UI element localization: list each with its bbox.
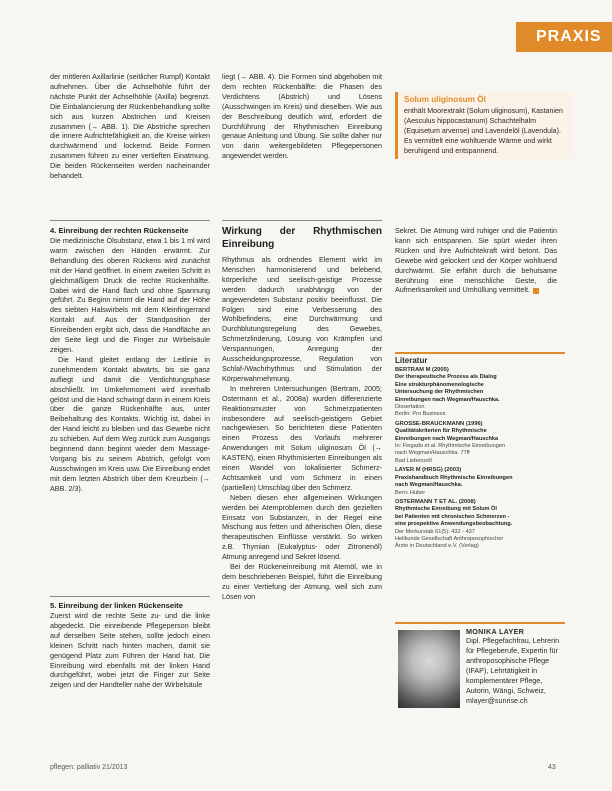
literature-line: bei Patienten mit chronischen Schmerzen - xyxy=(395,513,510,520)
body-paragraph: Neben diesen eher allgemeinen Wirkungen werden bei Atemproblemen durch den gezielten Einsatz von Substanzen, in der Regel eine Mischung aus fetten und ätherischen Ölen, diese therapeutischen Einflüsse verstärkt. So wirken z.B. Thymian (Eukalyptus- oder Zitronenöl) Atmung anregend und Sekret lösend. xyxy=(222,492,382,562)
author-bio: Dipl. Pflegefachfrau, Lehrerin für Pflegeberufe, Expertin für anthroposophische Pflege (IFAP), Lehrtätigkeit in komplementärer Pflege, Autorin, Wängi, Schweiz, mlayer@sunrise.ch xyxy=(466,636,560,705)
column-1-intro xyxy=(50,72,210,181)
literature-line: Eine strukturphänomenologische xyxy=(395,381,484,388)
literature-line: Berlin: Pro Business xyxy=(395,411,446,418)
divider xyxy=(50,596,210,597)
effect-section-heading: Wirkung der Rhythmischen Einreibung xyxy=(222,226,382,250)
literature-line: Einreibungen nach Wegman/Hauschka. xyxy=(395,396,500,403)
author-name: MONIKA LAYER xyxy=(466,627,525,636)
author-info xyxy=(466,627,562,706)
intro-paragraph: liegt (→ ABB. 4). Die Formen sind abgehoben mit dem rechten Rückenbälfte: die Phasen des Verdichtens (Abstrich) und Lösens (Ausschwingen im Kreis) sind dieselben. Wie aus der Beschreibung deutlich wird, erfordert die Durchführung der Rhythmischen Einreibung genaue Anleitung und Übung. Sie sollte daher nur von darin weitergebildeten Pflegepersonen angewendet werden. xyxy=(222,72,382,161)
body-paragraph: Bei der Rückeneinreibung mit Atemöl, wie in dem beschriebenen Beispiel, führt die Einreibung zu einer Vertiefung der Atmung, weil sich zum Lösen von xyxy=(222,562,382,601)
info-box xyxy=(395,92,572,159)
info-box-title: Solum uliginosum Öl xyxy=(404,95,486,104)
literature-line: Rhythmische Einreibung mit Solum Öl xyxy=(395,506,497,513)
section-5-heading: 5. Einreibung der linken Rückenseite xyxy=(50,601,183,610)
body-paragraph: Zuerst wird die rechte Seite zu- und die linke abgedeckt. Die einreibende Pflegeperson bleibt auf derselben Seite stehen, sollte jedoch einen kleinen Schritt nach hinten machen, damit sie genügend Platz zum Führen der Hand hat. Die Einreibung wird ebenfalls mit der linken Hand durchgeführt, wobei jetzt die Finger zur Seite zeigen und der Handteller nahe der Wirbelsäule xyxy=(50,611,210,690)
closing-text: Sekret. Die Atmung wird ruhiger und die Patientin kann sich entspannen. Sie spürt wieder ihren Rücken und ihre Aufrichtekraft wird betont. Das Gewebe wird gelockert und der Körper wohltuend durchwärmt. Sie erfährt durch die behutsame Berührung eine menschliche Geste, die Aufmerksamkeit und Umhüllung vermittelt. xyxy=(395,226,557,295)
literature-entry xyxy=(395,367,565,419)
literature-line: Ärzte in Deutschland e.V. (Verlag) xyxy=(395,543,479,550)
literature-line: nach Wegman/Hauschka. xyxy=(395,482,463,489)
section-brand-tab xyxy=(516,22,612,52)
divider xyxy=(222,220,382,221)
literature-line: In: Fingado et al. Rhythmische Einreibungen xyxy=(395,443,506,450)
literature-line: Dissertation xyxy=(395,404,425,411)
literature-author: LAYER M (HRSG) (2003) xyxy=(395,467,462,474)
column-1-section-4 xyxy=(50,226,210,494)
literature-line: Bern: Huber xyxy=(395,489,426,496)
literature-author: BERTRAM M (2005) xyxy=(395,367,449,373)
body-paragraph: In mehreren Untersuchungen (Bertram, 2005; Ostermann et al., 2008a) wurden differenzierte Reaktionsmuster von Schmerzpatienten insbesondere auf seelisch-geistigem Gebiet nachgewiesen. So berichteten diese Patienten einen Prozess des Vorlaufs mehrerer Anwendungen mit Solum uliginosum Öl (→ KASTEN), einen Rhythmisierten Einreibungen als einen Wandel von lokalisierter Schmerz-Achtsamkeit und vom Schmerz in einen (partiellen) Umschlag über den Schmerz. xyxy=(222,383,382,492)
literature-heading: Literatur xyxy=(395,356,428,365)
literature-line: Qualitätskriterien für Rhythmische xyxy=(395,428,487,435)
literature-line: Einreibungen nach Wegman/Hauschka xyxy=(395,435,499,442)
body-paragraph xyxy=(395,226,557,295)
literature-author: GROSSE-BRAUCKMANN (1996) xyxy=(395,420,483,427)
column-2-intro xyxy=(222,72,382,161)
info-box-body: enthält Moorextrakt (Solum uliginosum), Kastanien (Aesculus hippocastanum) Schachtelhalm (Equisetum arvense) und Lavendelöl (Lavendula). Es vermittelt eine wohltuende Wärme und wirkt beruhigend und entspannend. xyxy=(404,107,563,155)
divider xyxy=(50,220,210,221)
column-2-effect-section xyxy=(222,226,382,602)
literature-line: Der therapeutische Prozess als Dialog xyxy=(395,374,497,381)
literature-divider xyxy=(395,352,565,354)
literature-line: Praxishandbuch Rhythmische Einreibungen xyxy=(395,474,513,481)
literature-line: Heilkunde Gesellschaft Anthroposophischer xyxy=(395,535,504,542)
literature-author: OSTERMANN T ET AL. (2008) xyxy=(395,498,476,505)
literature-line: eine prospektive Anwendungsbeobachtung. xyxy=(395,521,513,528)
body-paragraph: Die medizinische Ölsubstanz, etwa 1 bis 1 ml wird warm zwischen den Händen erwärmt. Zur Behandlung des oberen Rückens wird zunächst mit der Hand geöffnet. In einem zweiten Schritt in gleichmäßigem Druck die rechte Rückenhälfte. Dabei wird die Hand flach und ohne Spannung geführt. Zu Beginn nimmt die Hand auf der Höhe des siebten Halswirbels mit dem Kleinfingerrand Kontakt auf. Aus der Standposition der Einreibenden ergibt sich, dass die Handfläche an der Seite liegt und die Finger zur Wirbelsäule zeigen. xyxy=(50,236,210,354)
column-1-section-5 xyxy=(50,601,210,690)
section-4-heading: 4. Einreibung der rechten Rückenseite xyxy=(50,226,189,235)
author-divider xyxy=(395,622,565,624)
page-number: 43 xyxy=(548,764,556,771)
body-paragraph: Die Hand gleitet entlang der Leitlinie in zunehmendem Kontakt abwärts, bis sie ganz aufliegt und damit die Verdichtungsphase abschließt. Im Umkehrmoment wird innerhalb gelöst und die Hand schwingt dann in einem Kreis über die ganze Rückenhälfte aus, unter Beibehaltung des Kontakts. Wichtig ist, dabei in der Hand leicht zu bleiben und das Gewebe nicht zu schieben. Auf dem Weg zurück zum Ausgangs beginnend dann beginnt wieder dem Massage-Vorgang bis zu seinem Abstrich, gefolgt vom Ausschwingen im Kreis usw. Die Einreibung endet mit dem letzten Abstrich über dem Kreuzbein (→ ABB. 2/3). xyxy=(50,354,210,493)
literature-line: Untersuchung der Rhythmischen xyxy=(395,389,484,396)
author-photo xyxy=(398,630,460,708)
literature-entry xyxy=(395,467,565,497)
literature-line: Der Merkurstab 61(5): 432 - 437 xyxy=(395,528,475,535)
literature-entry xyxy=(395,421,565,465)
intro-paragraph: der mittleren Axillarlinie (seitlicher Rumpf) Kontakt aufnehmen. Über die Achselhöhle führt der nächste Punkt der Achselhöhle (Axilla) begrenzt. Die Einbalancierung der Rückenbehandlung sollte sich aus kurzen Abstrichen und Kreisen zusammen (→ ABB. 1). Die Abstriche sprechen die innere Aufrichtefähigkeit an, die Kreise wirken durchwärmend und lockernd. Beide Formen zusammen führen zu einer vertieften Einatmung. Die beiden Rückenseiten werden nacheinander behandelt. xyxy=(50,72,210,181)
literature-section xyxy=(395,356,565,551)
literature-entry xyxy=(395,499,565,551)
literature-list xyxy=(395,367,565,551)
footer-publication: pflegen: palliativ 21/2013 xyxy=(50,764,128,771)
section-label: PRAXIS xyxy=(536,28,602,45)
literature-line: Bad Liebenzell xyxy=(395,457,432,464)
end-mark-icon xyxy=(533,288,539,294)
column-3-continuation xyxy=(395,226,557,295)
body-paragraph: Rhythmus als ordnendes Element wirkt im Menschen harmonisierend und belebend, körperliche und seelisch-geistige Prozesse werden dadurch unabhängig von der angewendeten Substanz positiv beeinflusst. Die Folgen sind eine Verbesserung des Wohlbefindens, eine Durchwärmung und Durchblutungsregelung des Gewebes, Schmerzlinderung, Lösung von Krämpfen und Verspannungen, Anregung der Ausscheidungsprozesse, Regulation von Schlaf-/Wachrhythmus und Stimulation der Körperwahrnehmung. xyxy=(222,255,382,383)
literature-line: nach Wegman/Hauschka. 77ff xyxy=(395,450,470,457)
